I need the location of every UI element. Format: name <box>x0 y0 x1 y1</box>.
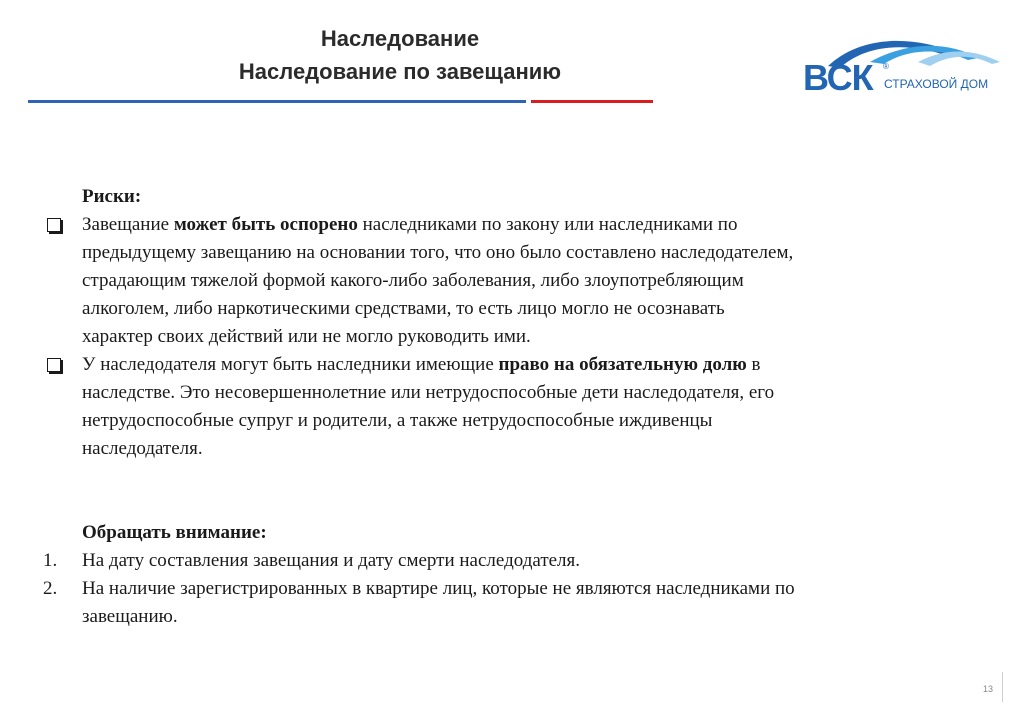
risk-item-1 <box>82 211 982 351</box>
risk-item-1-line-2: предыдущему завещанию на основании того, что оно было составлено наследодателем, <box>82 242 794 263</box>
title-underline-blue <box>28 100 526 103</box>
title-line-1: Наследование <box>320 26 480 51</box>
risks-heading: Риски: <box>82 186 142 207</box>
risk-item-2-line-2: наследстве. Это несовершеннолетние или нетрудоспособные дети наследодателя, его <box>82 382 775 403</box>
slide-title <box>150 22 650 88</box>
risk-item-1-line-1: Завещание может быть оспорено наследниками по закону или наследниками по <box>82 214 738 235</box>
risk-item-2-line-4: наследодателя. <box>82 438 203 459</box>
attention-item-2-line-2: завещанию. <box>82 606 178 627</box>
risk-item-2 <box>82 351 982 463</box>
attention-item-2 <box>43 575 982 631</box>
risk-item-1-line-3: страдающим тяжелой формой какого-либо заболевания, либо злоупотребляющим <box>82 270 744 291</box>
list-number: 1. <box>43 550 58 571</box>
checkbox-bullet-icon <box>47 218 61 232</box>
risk-item-2-line-3: нетрудоспособные супруг и родители, а также нетрудоспособные иждивенцы <box>82 410 713 431</box>
risk-item-1-line-5: характер своих действий или не могло руководить ими. <box>82 326 531 347</box>
attention-item-1 <box>43 547 982 575</box>
attention-item-1-line-1: На дату составления завещания и дату смерти наследодателя. <box>82 550 581 571</box>
title-underline-red <box>531 100 653 103</box>
page-number: 13 <box>983 684 994 694</box>
attention-item-2-line-1: На наличие зарегистрированных в квартире лиц, которые не являются наследниками по <box>82 578 795 599</box>
title-line-2: Наследование по завещанию <box>238 59 562 84</box>
attention-heading: Обращать внимание: <box>82 522 267 543</box>
checkbox-bullet-icon <box>47 358 61 372</box>
risk-item-2-line-1: У наследодателя могут быть наследники имеющие право на обязательную долю в <box>82 354 761 375</box>
footer-divider <box>1002 672 1003 702</box>
registered-mark: ® <box>883 62 889 71</box>
risk-item-1-line-4: алкоголем, либо наркотическими средствами, то есть лицо могло не осознавать <box>82 298 725 319</box>
logo-wordmark: ВСК <box>803 57 873 98</box>
logo-subtitle: СТРАХОВОЙ ДОМ <box>884 77 989 91</box>
list-number: 2. <box>43 578 58 599</box>
company-logo <box>800 32 1005 102</box>
